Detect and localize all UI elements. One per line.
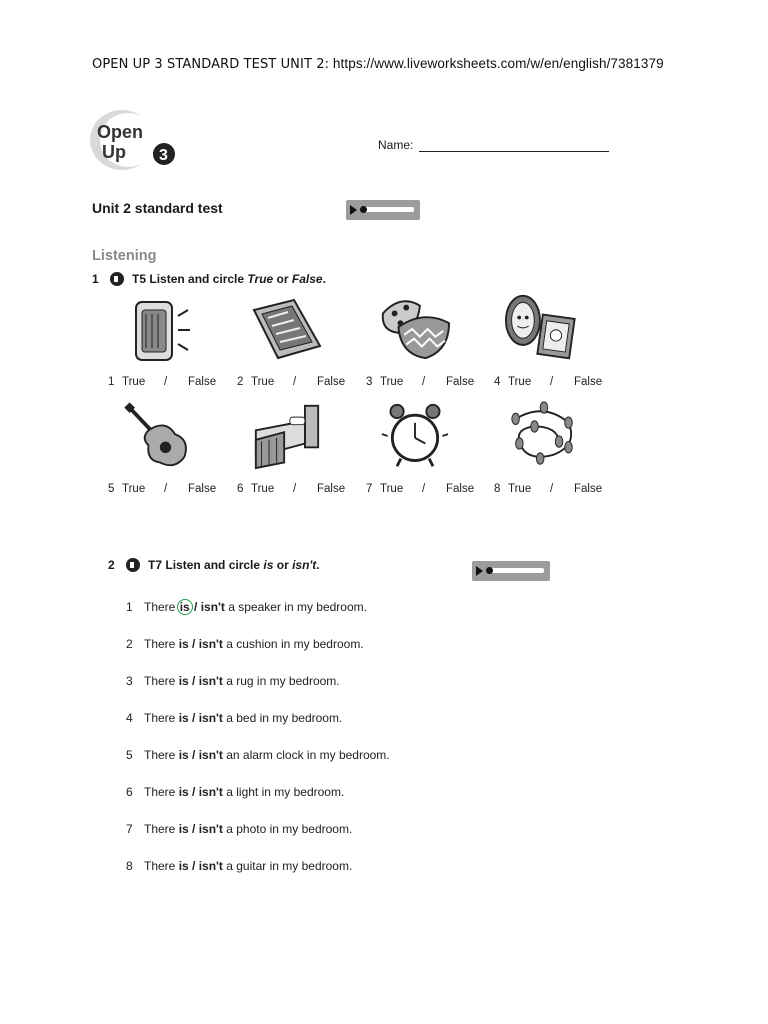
isnt-option[interactable]: isn't xyxy=(198,637,223,651)
document-header xyxy=(92,56,664,72)
tf-item-8 xyxy=(494,483,602,495)
speaker-icon xyxy=(110,272,124,286)
sentence-number: 3 xyxy=(126,674,133,688)
true-option[interactable]: True xyxy=(380,376,404,388)
false-option[interactable]: False xyxy=(188,483,217,495)
play-icon[interactable] xyxy=(476,566,483,576)
true-option[interactable]: True xyxy=(122,376,146,388)
tf-item-6 xyxy=(237,483,345,495)
logo-line2: Up xyxy=(102,142,126,162)
sentence-sep: / xyxy=(188,748,199,762)
tf-number: 5 xyxy=(108,483,115,495)
audio-progress-track[interactable] xyxy=(488,568,544,573)
exercise1-text: Listen and circle xyxy=(149,272,248,286)
sentence-post: a speaker in my bedroom. xyxy=(224,600,367,614)
audio-progress-knob[interactable] xyxy=(360,206,367,213)
tf-separator: / xyxy=(422,376,426,388)
is-option[interactable]: is xyxy=(178,859,189,873)
tf-item-1 xyxy=(108,376,216,388)
open-up-logo xyxy=(88,108,188,174)
tf-number: 8 xyxy=(494,483,501,495)
exercise1-or: or xyxy=(273,272,292,286)
false-option[interactable]: False xyxy=(317,376,346,388)
sentence-3 xyxy=(126,674,340,688)
tf-separator: / xyxy=(293,376,297,388)
is-option[interactable]: is xyxy=(178,674,189,688)
false-option[interactable]: False xyxy=(446,483,475,495)
exercise2-text: Listen and circle xyxy=(165,558,264,572)
section-title: Listening xyxy=(92,248,157,264)
tf-separator: / xyxy=(293,483,297,495)
false-option[interactable]: False xyxy=(574,376,603,388)
true-option[interactable]: True xyxy=(508,483,532,495)
name-field xyxy=(378,138,609,152)
test-title: Unit 2 standard test xyxy=(92,200,223,216)
audio-progress-knob[interactable] xyxy=(486,567,493,574)
tf-separator: / xyxy=(550,483,554,495)
tf-separator: / xyxy=(422,483,426,495)
true-option[interactable]: True xyxy=(251,483,275,495)
exercise2-word-is: is xyxy=(263,558,274,572)
logo-badge: 3 xyxy=(159,147,168,164)
false-option[interactable]: False xyxy=(317,483,346,495)
sentence-sep: / xyxy=(188,674,199,688)
sentence-number: 6 xyxy=(126,785,133,799)
is-option[interactable]: is xyxy=(178,748,189,762)
is-option[interactable]: is xyxy=(178,637,189,651)
guitar-picture xyxy=(118,402,196,470)
exercise1-end: . xyxy=(322,272,326,286)
isnt-option[interactable]: isn't xyxy=(200,600,225,614)
exercise1-track: T5 xyxy=(132,272,147,286)
sentence-post: a bed in my bedroom. xyxy=(222,711,343,725)
true-option[interactable]: True xyxy=(251,376,275,388)
sentence-4 xyxy=(126,711,342,725)
sentence-pre: There xyxy=(144,637,179,651)
sentence-6 xyxy=(126,785,344,799)
exercise2-instruction xyxy=(108,558,320,572)
header-prefix: OPEN UP 3 STANDARD TEST UNIT 2: xyxy=(92,57,330,72)
isnt-option[interactable]: isn't xyxy=(198,859,223,873)
tf-item-4 xyxy=(494,376,602,388)
tf-number: 3 xyxy=(366,376,373,388)
sentence-post: a rug in my bedroom. xyxy=(222,674,340,688)
name-input-line[interactable] xyxy=(419,139,609,152)
true-option[interactable]: True xyxy=(508,376,532,388)
exercise2-word-isnt: isn't xyxy=(292,558,317,572)
false-option[interactable]: False xyxy=(574,483,603,495)
play-icon[interactable] xyxy=(350,205,357,215)
sentence-5 xyxy=(126,748,390,762)
is-option[interactable]: is xyxy=(178,785,189,799)
false-option[interactable]: False xyxy=(188,376,217,388)
is-option[interactable]: is xyxy=(178,822,189,836)
sentence-post: a cushion in my bedroom. xyxy=(222,637,364,651)
exercise1-instruction xyxy=(92,272,326,286)
true-option[interactable]: True xyxy=(380,483,404,495)
header-url[interactable]: https://www.liveworksheets.com/w/en/english/7381379 xyxy=(332,56,664,71)
lights-picture xyxy=(504,400,582,468)
sentence-pre: There xyxy=(144,822,179,836)
sentence-sep: / xyxy=(188,785,199,799)
tf-separator: / xyxy=(164,376,168,388)
exercise1-word-true: True xyxy=(247,272,274,286)
tf-separator: / xyxy=(164,483,168,495)
exercise2-track: T7 xyxy=(148,558,163,572)
exercise1-number: 1 xyxy=(92,272,99,286)
exercise2-or: or xyxy=(273,558,293,572)
sentence-post: a guitar in my bedroom. xyxy=(222,859,353,873)
isnt-option[interactable]: isn't xyxy=(198,785,223,799)
sentence-number: 4 xyxy=(126,711,133,725)
speaker-icon xyxy=(126,558,140,572)
tf-item-3 xyxy=(366,376,474,388)
tf-number: 6 xyxy=(237,483,244,495)
sentence-1 xyxy=(126,600,367,614)
sentence-8 xyxy=(126,859,352,873)
isnt-option[interactable]: isn't xyxy=(198,748,223,762)
sentence-number: 2 xyxy=(126,637,133,651)
sentence-sep: / xyxy=(190,600,201,614)
sentence-sep: / xyxy=(188,822,199,836)
tf-item-2 xyxy=(237,376,345,388)
name-label: Name: xyxy=(378,138,414,152)
exercise2-end: . xyxy=(316,558,320,572)
tf-number: 7 xyxy=(366,483,373,495)
isnt-option[interactable]: isn't xyxy=(198,711,223,725)
photos-picture xyxy=(500,292,578,360)
rug-picture xyxy=(248,296,326,364)
sentence-pre: There xyxy=(144,785,179,799)
isnt-option[interactable]: isn't xyxy=(198,674,223,688)
audio-progress-track[interactable] xyxy=(362,207,414,212)
sentence-number: 5 xyxy=(126,748,133,762)
sentence-post: a photo in my bedroom. xyxy=(222,822,353,836)
sentence-pre: There xyxy=(144,600,179,614)
sentence-number: 7 xyxy=(126,822,133,836)
tf-item-5 xyxy=(108,483,216,495)
sentence-pre: There xyxy=(144,748,179,762)
sentence-7 xyxy=(126,822,352,836)
is-option-selected[interactable]: is xyxy=(177,599,193,615)
audio-player-2[interactable] xyxy=(472,561,550,581)
true-option[interactable]: True xyxy=(122,483,146,495)
sentence-number: 1 xyxy=(126,600,133,614)
false-option[interactable]: False xyxy=(446,376,475,388)
alarm-clock-picture xyxy=(376,402,454,470)
sentence-2 xyxy=(126,637,364,651)
sentence-sep: / xyxy=(188,859,199,873)
tf-item-7 xyxy=(366,483,474,495)
is-option[interactable]: is xyxy=(178,711,189,725)
tf-number: 4 xyxy=(494,376,501,388)
sentence-sep: / xyxy=(188,711,199,725)
exercise2-number: 2 xyxy=(108,558,115,572)
bed-picture xyxy=(248,402,326,470)
sentence-pre: There xyxy=(144,859,179,873)
sentence-pre: There xyxy=(144,674,179,688)
tf-number: 1 xyxy=(108,376,115,388)
exercise1-word-false: False xyxy=(291,272,323,286)
tf-separator: / xyxy=(550,376,554,388)
speaker-picture xyxy=(118,296,196,364)
logo-line1: Open xyxy=(97,122,144,142)
cushions-picture xyxy=(376,294,454,362)
audio-player-1[interactable] xyxy=(346,200,420,220)
sentence-post: an alarm clock in my bedroom. xyxy=(222,748,390,762)
isnt-option[interactable]: isn't xyxy=(198,822,223,836)
sentence-sep: / xyxy=(188,637,199,651)
sentence-number: 8 xyxy=(126,859,133,873)
sentence-pre: There xyxy=(144,711,179,725)
sentence-post: a light in my bedroom. xyxy=(222,785,345,799)
tf-number: 2 xyxy=(237,376,244,388)
